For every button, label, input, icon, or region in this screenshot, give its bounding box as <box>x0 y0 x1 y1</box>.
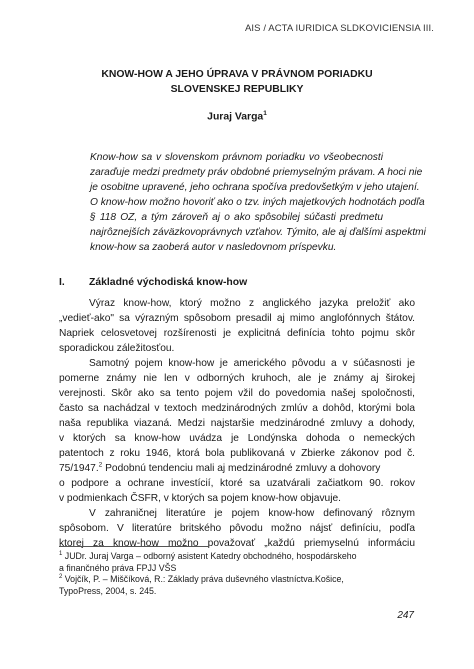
paragraph-line: sporadickou záležitosťou. <box>59 343 175 354</box>
footnote <box>59 551 415 563</box>
footnote-number: 2 <box>59 574 63 581</box>
title-line: KNOW-HOW A JEHO ÚPRAVA V PRÁVNOM PORIADKU <box>101 69 373 80</box>
running-head: AIS / ACTA IURIDICA SLDKOVICIENSIA III. <box>244 23 434 34</box>
paragraph-line: naša republika viazaná. Medzi najstaršie medzinárodné zmluvy a dohody, <box>59 418 415 429</box>
author-name: Juraj Varga <box>207 111 264 123</box>
footnote-ref: 1 <box>263 110 267 117</box>
paragraph-line: Napriek celosvetovej rozšírenosti je explicitná definícia tohto pojmu skôr <box>59 328 415 339</box>
paragraph-line: ktorej za know-how možno považovať „každú priemyselnú informáciu <box>59 538 415 549</box>
paragraph-fragment: 75/1947. <box>59 463 99 474</box>
section-title: Základné východiská know-how <box>89 277 248 288</box>
paragraph-line: Výraz know-how, ktorý možno z anglického jazyka preložiť ako <box>89 298 415 309</box>
footnote-divider <box>59 546 209 547</box>
author-line <box>60 110 414 122</box>
abstract-line: najrôznejších záväzkovoprávnych vzťahov. Týmito, ale aj ďalšími aspektmi <box>90 227 426 238</box>
section-number: I. <box>59 277 65 288</box>
article-title <box>60 67 414 97</box>
paragraph-line: patentoch z roku 1946, ktorá bola publikovaná v Zbierke zákonov pod č. <box>59 448 415 459</box>
paragraph-line: spôsobom. V literatúre britského pôvodu možno nájsť definíciu, podľa <box>59 523 415 534</box>
paragraph-line: pomerne známy nie len v odborných kruhoch, ale je známy aj širokej <box>59 373 415 384</box>
abstract-line: § 118 OZ, a tým zároveň aj o ako spôsobilej súčasti predmetu <box>90 212 383 223</box>
abstract-line: Know-how sa v slovenskom právnom poriadku vo všeobecnosti <box>90 152 383 163</box>
title-line: SLOVENSKEJ REPUBLIKY <box>170 84 304 95</box>
footnote-text: TypoPress, 2004, s. 245. <box>59 585 157 596</box>
paragraph-line: o podpore a ochrane investícií, ktoré sa uzatvárali začiatkom 90. rokov <box>59 478 415 489</box>
footnote-text: JUDr. Juraj Varga – odborný asistent Katedry obchodného, hospodárskeho <box>64 551 357 561</box>
paragraph-line: často sa nachádzal v textoch medzinárodných zmlúv a dohôd, ktorými bola <box>59 403 415 414</box>
abstract-line: zaraďuje medzi predmety práv obdobné priemyselným právam. A hoci nie <box>90 167 423 178</box>
page-number: 247 <box>397 610 414 621</box>
paragraph-line: V zahraničnej literatúre je pojem know-how definovaný rôznym <box>89 508 415 519</box>
section-heading <box>59 277 247 288</box>
body-text <box>59 296 415 551</box>
abstract <box>90 150 426 255</box>
paragraph-line: v ktorých sa know-how uvádza je Londýnska dohoda o nemeckých <box>59 433 415 444</box>
paragraph-line: „vedieť-ako" sa výrazným spôsobom presadil aj mimo anglofónnych štátov. <box>59 313 415 324</box>
paragraph-line: v podmienkach ČSFR, v ktorých sa pojem know-how objavuje. <box>59 493 341 504</box>
abstract-line: O know-how možno hovoriť ako o tzv. iných majetkových hodnotách podľa <box>90 197 425 208</box>
paragraph-line: Samotný pojem know-how je amerického pôvodu a v súčasnosti je <box>89 358 415 369</box>
footnote-text: Vojčík, P. – Miščíková, R.: Základy práva duševného vlastníctva.Košice, <box>64 574 344 584</box>
footnote <box>59 574 415 586</box>
paragraph-line: verejnosti. Skôr ako sa tento pojem vžil do povedomia našej spoločnosti, <box>59 388 415 399</box>
paragraph-line <box>59 461 415 476</box>
footnote-ref: 2 <box>98 461 103 469</box>
paragraph-fragment: Podobnú tendenciu mali aj medzinárodné zmluvy a dohovory <box>105 463 381 474</box>
abstract-line: je osobitne upravené, jeho ochrana spočíva predovšetkým v jeho utajení. <box>90 182 420 193</box>
footnote-text: a finančného práva FPJJ VŠS <box>59 562 177 573</box>
abstract-line: know-how sa zaoberá autor v nasledovnom príspevku. <box>90 242 337 253</box>
footnotes <box>59 551 415 597</box>
footnote-number: 1 <box>59 551 63 558</box>
